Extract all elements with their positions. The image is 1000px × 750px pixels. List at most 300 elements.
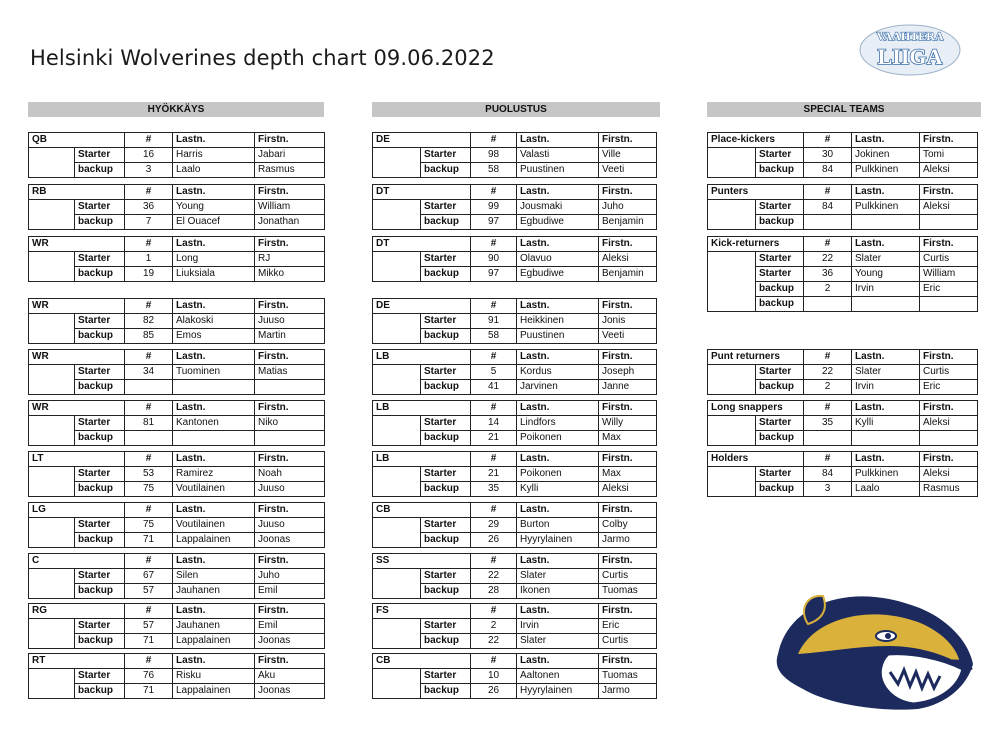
blank-cell xyxy=(708,365,756,380)
position-label: LG xyxy=(29,503,125,518)
special-teams-section-header: SPECIAL TEAMS xyxy=(707,102,981,117)
number-header: # xyxy=(125,554,173,569)
firstname-header: Firstn. xyxy=(599,452,657,467)
last-name: Puustinen xyxy=(517,329,599,344)
first-name: Benjamin xyxy=(599,215,657,230)
lastname-header: Lastn. xyxy=(517,654,599,669)
lastname-header: Lastn. xyxy=(517,237,599,252)
blank-cell xyxy=(373,533,421,548)
number-header: # xyxy=(125,452,173,467)
blank-cell xyxy=(29,669,75,684)
firstname-header: Firstn. xyxy=(920,133,978,148)
blank-cell xyxy=(373,148,421,163)
defense-position-table xyxy=(372,298,657,344)
depth-role: backup xyxy=(75,380,125,395)
last-name: Emos xyxy=(173,329,255,344)
depth-role: Starter xyxy=(421,314,471,329)
last-name: Burton xyxy=(517,518,599,533)
depth-role: backup xyxy=(75,482,125,497)
special-position-table xyxy=(707,236,978,312)
offense-position-table xyxy=(28,236,325,282)
table-header-row xyxy=(708,185,978,200)
number-header: # xyxy=(804,452,852,467)
blank-cell xyxy=(29,380,75,395)
table-header-row xyxy=(708,401,978,416)
number-header: # xyxy=(471,554,517,569)
table-row xyxy=(708,297,978,312)
position-label: FS xyxy=(373,604,471,619)
jersey-number: 36 xyxy=(125,200,173,215)
depth-role: backup xyxy=(421,584,471,599)
last-name: Lappalainen xyxy=(173,684,255,699)
position-label: Punt returners xyxy=(708,350,804,365)
first-name: Joonas xyxy=(255,684,325,699)
jersey-number xyxy=(125,380,173,395)
table-row xyxy=(708,431,978,446)
number-header: # xyxy=(125,604,173,619)
blank-cell xyxy=(29,518,75,533)
table-row xyxy=(708,380,978,395)
blank-cell xyxy=(29,148,75,163)
table-row xyxy=(373,267,657,282)
depth-role: backup xyxy=(75,684,125,699)
lastname-header: Lastn. xyxy=(173,133,255,148)
depth-role: Starter xyxy=(421,148,471,163)
firstname-header: Firstn. xyxy=(255,401,325,416)
first-name: Aleksi xyxy=(920,467,978,482)
jersey-number: 90 xyxy=(471,252,517,267)
table-row xyxy=(373,380,657,395)
blank-cell xyxy=(708,200,756,215)
table-row xyxy=(373,148,657,163)
number-header: # xyxy=(471,452,517,467)
jersey-number: 67 xyxy=(125,569,173,584)
first-name: William xyxy=(920,267,978,282)
jersey-number: 35 xyxy=(471,482,517,497)
jersey-number: 76 xyxy=(125,669,173,684)
depth-role: backup xyxy=(756,282,804,297)
blank-cell xyxy=(373,252,421,267)
blank-cell xyxy=(373,584,421,599)
first-name: Veeti xyxy=(599,329,657,344)
first-name: Aleksi xyxy=(920,200,978,215)
blank-cell xyxy=(29,252,75,267)
table-header-row xyxy=(708,452,978,467)
blank-cell xyxy=(29,482,75,497)
table-header-row xyxy=(29,350,325,365)
depth-role: Starter xyxy=(75,252,125,267)
last-name: Ramirez xyxy=(173,467,255,482)
depth-role: backup xyxy=(421,267,471,282)
table-row xyxy=(373,329,657,344)
jersey-number: 2 xyxy=(471,619,517,634)
jersey-number: 97 xyxy=(471,267,517,282)
firstname-header: Firstn. xyxy=(255,185,325,200)
number-header: # xyxy=(125,654,173,669)
table-row xyxy=(708,416,978,431)
number-header: # xyxy=(471,654,517,669)
table-header-row xyxy=(373,185,657,200)
last-name: Young xyxy=(852,267,920,282)
depth-role: Starter xyxy=(75,200,125,215)
position-label: LB xyxy=(373,452,471,467)
jersey-number: 16 xyxy=(125,148,173,163)
offense-position-table xyxy=(28,298,325,344)
depth-role: backup xyxy=(75,163,125,178)
number-header: # xyxy=(804,133,852,148)
lastname-header: Lastn. xyxy=(852,185,920,200)
position-label: WR xyxy=(29,350,125,365)
table-row xyxy=(29,416,325,431)
first-name: Rasmus xyxy=(255,163,325,178)
blank-cell xyxy=(373,267,421,282)
depth-role: Starter xyxy=(756,200,804,215)
offense-position-table xyxy=(28,184,325,230)
lastname-header: Lastn. xyxy=(173,299,255,314)
last-name xyxy=(173,380,255,395)
last-name: Laalo xyxy=(852,482,920,497)
blank-cell xyxy=(708,267,756,282)
table-row xyxy=(29,518,325,533)
first-name: Janne xyxy=(599,380,657,395)
blank-cell xyxy=(373,482,421,497)
table-row xyxy=(373,431,657,446)
last-name: Aaltonen xyxy=(517,669,599,684)
table-header-row xyxy=(373,503,657,518)
table-row xyxy=(373,314,657,329)
depth-role: Starter xyxy=(421,467,471,482)
first-name: Juuso xyxy=(255,314,325,329)
position-label: RG xyxy=(29,604,125,619)
position-label: LT xyxy=(29,452,125,467)
table-header-row xyxy=(373,350,657,365)
number-header: # xyxy=(125,401,173,416)
offense-position-table xyxy=(28,132,325,178)
position-label: SS xyxy=(373,554,471,569)
depth-role: backup xyxy=(421,431,471,446)
first-name: Juho xyxy=(599,200,657,215)
firstname-header: Firstn. xyxy=(255,350,325,365)
position-label: Holders xyxy=(708,452,804,467)
last-name: Voutilainen xyxy=(173,482,255,497)
first-name: Curtis xyxy=(920,365,978,380)
first-name: Veeti xyxy=(599,163,657,178)
jersey-number: 36 xyxy=(804,267,852,282)
offense-position-table xyxy=(28,400,325,446)
blank-cell xyxy=(29,684,75,699)
table-header-row xyxy=(29,604,325,619)
blank-cell xyxy=(373,416,421,431)
jersey-number: 57 xyxy=(125,584,173,599)
last-name: Tuominen xyxy=(173,365,255,380)
blank-cell xyxy=(29,314,75,329)
table-row xyxy=(29,584,325,599)
firstname-header: Firstn. xyxy=(599,133,657,148)
lastname-header: Lastn. xyxy=(173,554,255,569)
last-name: El Ouacef xyxy=(173,215,255,230)
firstname-header: Firstn. xyxy=(255,299,325,314)
table-row xyxy=(29,431,325,446)
depth-role: Starter xyxy=(75,518,125,533)
depth-role: Starter xyxy=(75,467,125,482)
blank-cell xyxy=(29,431,75,446)
blank-cell xyxy=(29,569,75,584)
offense-position-table xyxy=(28,653,325,699)
table-header-row xyxy=(29,554,325,569)
special-position-table xyxy=(707,349,978,395)
number-header: # xyxy=(125,350,173,365)
wolverines-logo xyxy=(768,584,978,714)
last-name: Silen xyxy=(173,569,255,584)
table-row xyxy=(29,569,325,584)
blank-cell xyxy=(373,329,421,344)
table-row xyxy=(29,619,325,634)
blank-cell xyxy=(708,297,756,312)
last-name: Jauhanen xyxy=(173,584,255,599)
table-header-row xyxy=(708,350,978,365)
jersey-number: 14 xyxy=(471,416,517,431)
jersey-number: 82 xyxy=(125,314,173,329)
offense-section-header: HYÖKKÄYS xyxy=(28,102,324,117)
position-label: DT xyxy=(373,185,471,200)
table-header-row xyxy=(373,401,657,416)
first-name: Emil xyxy=(255,584,325,599)
depth-role: backup xyxy=(421,634,471,649)
number-header: # xyxy=(471,133,517,148)
last-name: Egbudiwe xyxy=(517,215,599,230)
table-row xyxy=(29,634,325,649)
jersey-number: 81 xyxy=(125,416,173,431)
jersey-number: 84 xyxy=(804,467,852,482)
table-header-row xyxy=(373,604,657,619)
table-row xyxy=(373,684,657,699)
depth-role: backup xyxy=(756,380,804,395)
offense-position-table xyxy=(28,502,325,548)
last-name: Hyyrylainen xyxy=(517,533,599,548)
firstname-header: Firstn. xyxy=(255,133,325,148)
first-name: Rasmus xyxy=(920,482,978,497)
table-row xyxy=(373,365,657,380)
blank-cell xyxy=(708,482,756,497)
jersey-number: 3 xyxy=(125,163,173,178)
table-header-row xyxy=(373,554,657,569)
first-name: Jonis xyxy=(599,314,657,329)
special-position-table xyxy=(707,400,978,446)
jersey-number xyxy=(804,297,852,312)
depth-role: Starter xyxy=(75,148,125,163)
depth-role: backup xyxy=(756,163,804,178)
blank-cell xyxy=(29,416,75,431)
first-name: Joseph xyxy=(599,365,657,380)
depth-role: backup xyxy=(421,215,471,230)
table-row xyxy=(29,163,325,178)
depth-role: Starter xyxy=(756,252,804,267)
firstname-header: Firstn. xyxy=(255,503,325,518)
lastname-header: Lastn. xyxy=(173,401,255,416)
table-row xyxy=(708,365,978,380)
table-row xyxy=(373,467,657,482)
position-label: Punters xyxy=(708,185,804,200)
table-row xyxy=(29,314,325,329)
blank-cell xyxy=(373,314,421,329)
jersey-number: 10 xyxy=(471,669,517,684)
blank-cell xyxy=(708,380,756,395)
jersey-number: 22 xyxy=(804,252,852,267)
last-name: Pulkkinen xyxy=(852,163,920,178)
blank-cell xyxy=(373,163,421,178)
depth-role: backup xyxy=(75,267,125,282)
table-row xyxy=(29,252,325,267)
table-row xyxy=(29,467,325,482)
last-name: Irvin xyxy=(852,380,920,395)
blank-cell xyxy=(373,365,421,380)
first-name: Benjamin xyxy=(599,267,657,282)
table-row xyxy=(708,200,978,215)
blank-cell xyxy=(29,619,75,634)
jersey-number: 26 xyxy=(471,684,517,699)
table-row xyxy=(29,684,325,699)
firstname-header: Firstn. xyxy=(255,452,325,467)
depth-role: Starter xyxy=(421,619,471,634)
first-name: Willy xyxy=(599,416,657,431)
lastname-header: Lastn. xyxy=(173,654,255,669)
first-name: William xyxy=(255,200,325,215)
depth-role: backup xyxy=(75,584,125,599)
lastname-header: Lastn. xyxy=(852,350,920,365)
depth-role: Starter xyxy=(75,669,125,684)
position-label: RB xyxy=(29,185,125,200)
lastname-header: Lastn. xyxy=(852,237,920,252)
table-row xyxy=(373,163,657,178)
depth-role: Starter xyxy=(421,365,471,380)
table-header-row xyxy=(373,133,657,148)
depth-role: Starter xyxy=(75,314,125,329)
jersey-number: 22 xyxy=(471,634,517,649)
first-name: Aku xyxy=(255,669,325,684)
jersey-number: 84 xyxy=(804,200,852,215)
table-row xyxy=(373,669,657,684)
number-header: # xyxy=(471,503,517,518)
table-row xyxy=(373,569,657,584)
number-header: # xyxy=(125,237,173,252)
first-name: Joonas xyxy=(255,634,325,649)
last-name: Poikonen xyxy=(517,431,599,446)
number-header: # xyxy=(804,185,852,200)
blank-cell xyxy=(373,200,421,215)
number-header: # xyxy=(804,350,852,365)
lastname-header: Lastn. xyxy=(517,604,599,619)
first-name xyxy=(920,297,978,312)
number-header: # xyxy=(471,299,517,314)
table-row xyxy=(373,634,657,649)
last-name: Poikonen xyxy=(517,467,599,482)
number-header: # xyxy=(471,604,517,619)
jersey-number xyxy=(804,215,852,230)
lastname-header: Lastn. xyxy=(517,554,599,569)
last-name xyxy=(852,297,920,312)
firstname-header: Firstn. xyxy=(599,503,657,518)
first-name: Curtis xyxy=(599,634,657,649)
blank-cell xyxy=(708,467,756,482)
table-row xyxy=(29,215,325,230)
first-name: Mikko xyxy=(255,267,325,282)
position-label: C xyxy=(29,554,125,569)
first-name: Colby xyxy=(599,518,657,533)
number-header: # xyxy=(471,350,517,365)
jersey-number: 1 xyxy=(125,252,173,267)
position-label: LB xyxy=(373,401,471,416)
table-header-row xyxy=(29,185,325,200)
vaahtera-liiga-logo xyxy=(858,18,962,78)
firstname-header: Firstn. xyxy=(920,401,978,416)
first-name: Ville xyxy=(599,148,657,163)
first-name: Aleksi xyxy=(599,252,657,267)
table-row xyxy=(29,148,325,163)
depth-role: backup xyxy=(75,215,125,230)
first-name: Tomi xyxy=(920,148,978,163)
last-name: Lappalainen xyxy=(173,533,255,548)
lastname-header: Lastn. xyxy=(173,503,255,518)
position-label: Kick-returners xyxy=(708,237,804,252)
jersey-number: 21 xyxy=(471,467,517,482)
lastname-header: Lastn. xyxy=(173,604,255,619)
last-name: Kordus xyxy=(517,365,599,380)
last-name: Pulkkinen xyxy=(852,467,920,482)
depth-role: backup xyxy=(756,215,804,230)
depth-role: Starter xyxy=(421,569,471,584)
jersey-number: 57 xyxy=(125,619,173,634)
jersey-number: 29 xyxy=(471,518,517,533)
last-name: Jousmaki xyxy=(517,200,599,215)
first-name: Eric xyxy=(920,282,978,297)
lastname-header: Lastn. xyxy=(173,185,255,200)
svg-text:LIIGA: LIIGA xyxy=(877,44,943,69)
number-header: # xyxy=(471,237,517,252)
depth-role: backup xyxy=(421,380,471,395)
special-position-table xyxy=(707,451,978,497)
lastname-header: Lastn. xyxy=(852,401,920,416)
blank-cell xyxy=(373,634,421,649)
firstname-header: Firstn. xyxy=(920,452,978,467)
table-row xyxy=(29,329,325,344)
jersey-number: 22 xyxy=(471,569,517,584)
table-header-row xyxy=(708,133,978,148)
lastname-header: Lastn. xyxy=(517,350,599,365)
first-name: Tuomas xyxy=(599,669,657,684)
first-name: Jonathan xyxy=(255,215,325,230)
jersey-number: 53 xyxy=(125,467,173,482)
table-header-row xyxy=(708,237,978,252)
jersey-number: 85 xyxy=(125,329,173,344)
last-name: Lappalainen xyxy=(173,634,255,649)
lastname-header: Lastn. xyxy=(517,133,599,148)
blank-cell xyxy=(373,669,421,684)
last-name: Liuksiala xyxy=(173,267,255,282)
lastname-header: Lastn. xyxy=(173,452,255,467)
blank-cell xyxy=(373,619,421,634)
first-name: Jarmo xyxy=(599,684,657,699)
position-label: RT xyxy=(29,654,125,669)
first-name: Eric xyxy=(920,380,978,395)
jersey-number: 58 xyxy=(471,329,517,344)
table-header-row xyxy=(29,503,325,518)
last-name: Slater xyxy=(852,252,920,267)
first-name xyxy=(255,380,325,395)
table-row xyxy=(708,267,978,282)
first-name xyxy=(920,215,978,230)
depth-role: Starter xyxy=(756,267,804,282)
depth-role: Starter xyxy=(421,252,471,267)
